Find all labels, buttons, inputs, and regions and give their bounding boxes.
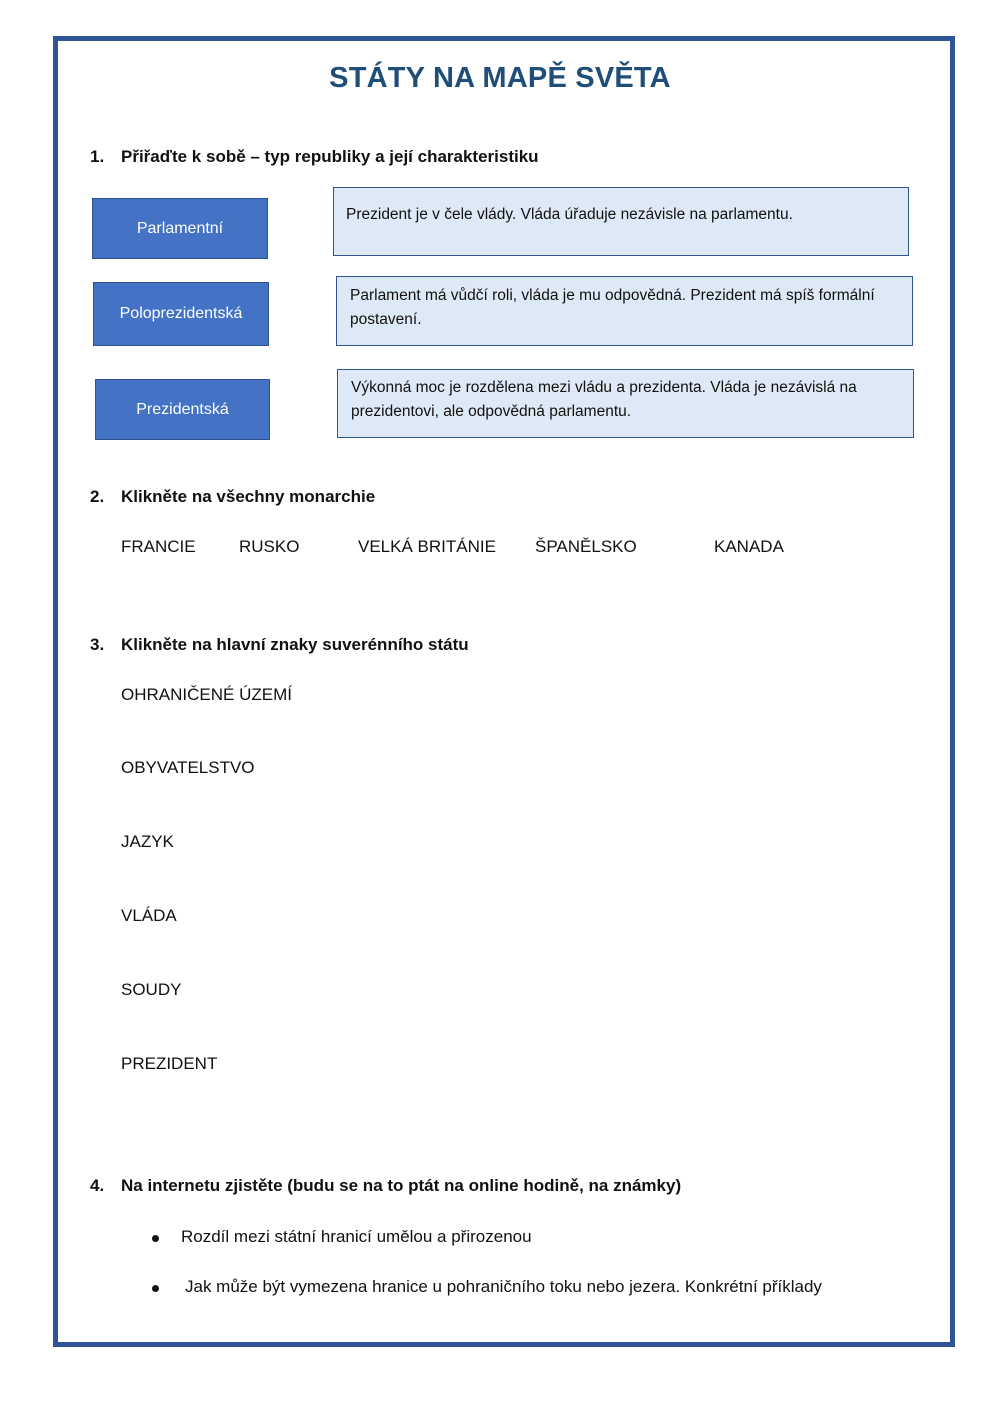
question-1-text: Přiřaďte k sobě – typ republiky a její charakteristiku [121,147,539,166]
option-francie[interactable]: FRANCIE [121,537,196,556]
option-vlada[interactable]: VLÁDA [121,906,177,925]
bullet-item-2-text: Jak může být vymezena hranice u pohraničního toku nebo jezera. Konkrétní příklady [185,1277,822,1296]
option-jazyk[interactable]: JAZYK [121,832,174,851]
question-4-text: Na internetu zjistěte (budu se na to ptát na online hodině, na známky) [121,1176,682,1195]
question-2-text: Klikněte na všechny monarchie [121,487,376,506]
question-1-heading [90,147,539,167]
page-title: STÁTY NA MAPĚ SVĚTA [329,62,671,94]
question-3-number: 3. [90,635,105,654]
question-2-heading [90,487,375,507]
question-3-text: Klikněte na hlavní znaky suverénního státu [121,635,469,654]
option-ohranicene-uzemi[interactable]: OHRANIČENÉ ÚZEMÍ [121,685,292,704]
option-rusko[interactable]: RUSKO [239,537,300,556]
bullet-item-2 [185,1277,822,1297]
option-velka-britanie[interactable]: VELKÁ BRITÁNIE [358,537,496,556]
option-prezident[interactable]: PREZIDENT [121,1054,218,1073]
option-soudy[interactable]: SOUDY [121,980,182,999]
bullet-item-1 [181,1227,532,1247]
question-3-heading [90,635,469,655]
option-obyvatelstvo[interactable]: OBYVATELSTVO [121,758,255,777]
option-spanelsko[interactable]: ŠPANĚLSKO [535,537,637,556]
question-4-heading [90,1176,681,1196]
type-box-parlamentni[interactable]: Parlamentní [92,198,268,259]
question-2-number: 2. [90,487,105,506]
bullet-dot-icon [152,1235,159,1242]
type-box-prezidentska[interactable]: Prezidentská [95,379,270,440]
type-box-poloprezidentska[interactable]: Poloprezidentská [93,282,269,346]
bullet-item-1-text: Rozdíl mezi státní hranicí umělou a přirozenou [181,1227,532,1246]
bullet-dot-icon [152,1285,159,1292]
question-4-number: 4. [90,1176,105,1195]
question-1-number: 1. [90,147,105,166]
description-box-2[interactable]: Parlament má vůdčí roli, vláda je mu odpovědná. Prezident má spíš formální postavení. [336,276,913,346]
description-box-3[interactable]: Výkonná moc je rozdělena mezi vládu a prezidenta. Vláda je nezávislá na prezidentovi, ale odpovědná parlamentu. [337,369,914,438]
option-kanada[interactable]: KANADA [714,537,784,556]
description-box-1[interactable]: Prezident je v čele vlády. Vláda úřaduje nezávisle na parlamentu. [333,187,909,256]
